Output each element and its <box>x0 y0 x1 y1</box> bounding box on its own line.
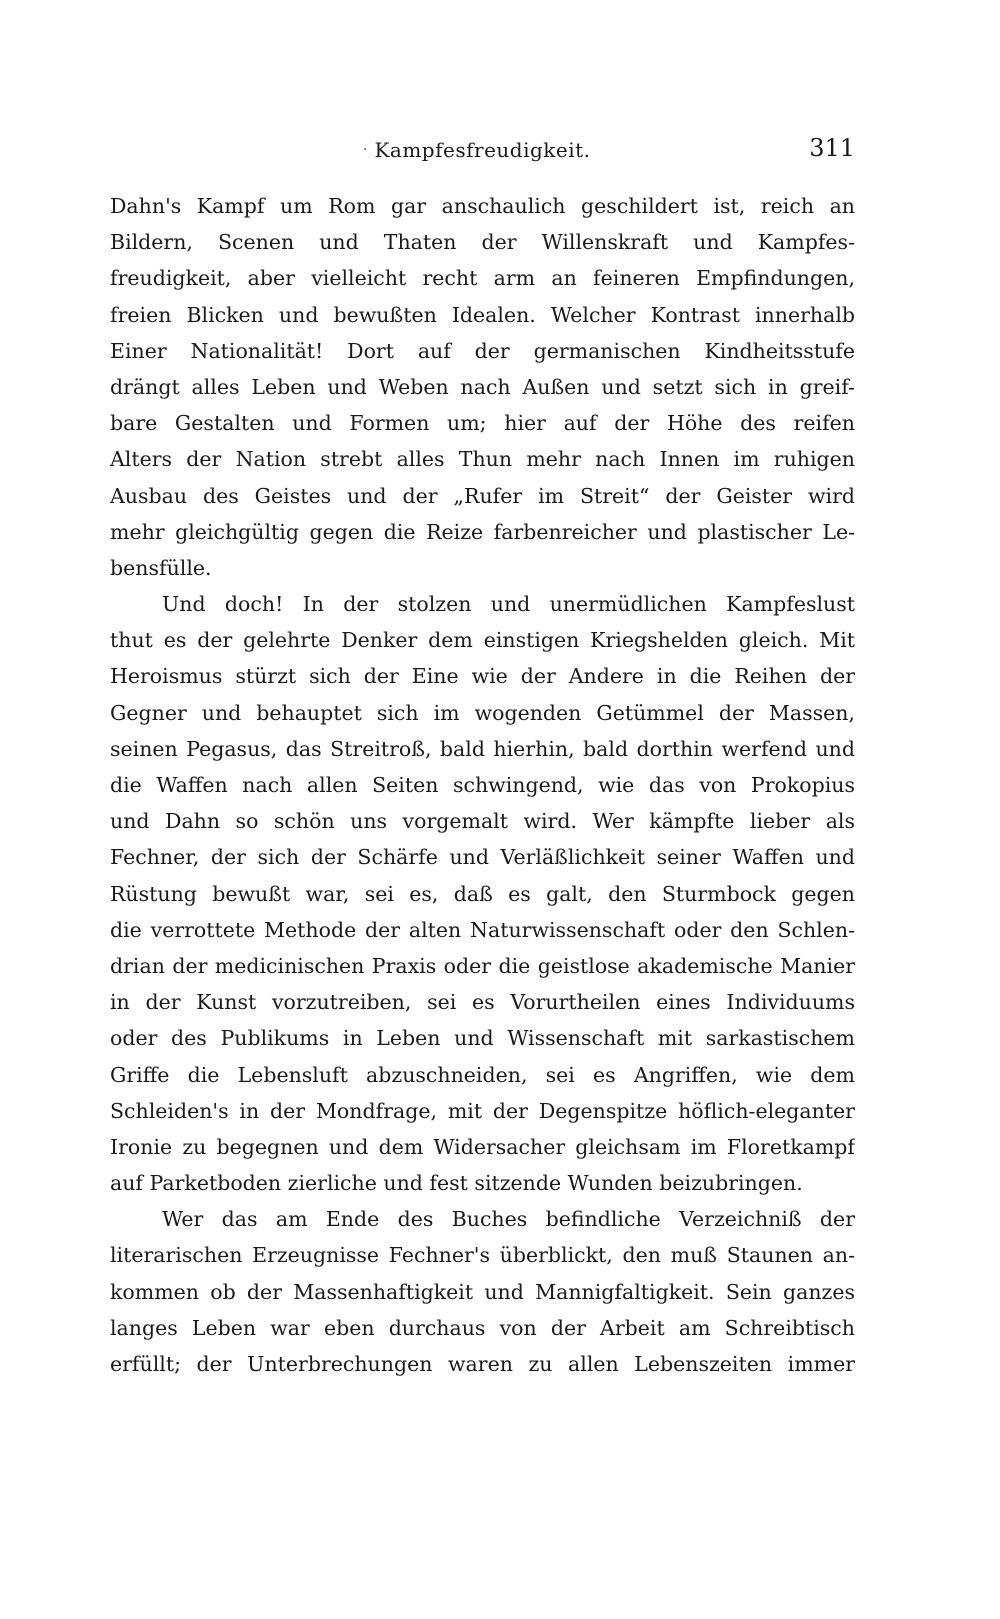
text-line: Ausbau des Geistes und der „Rufer im Streit“ der Geister wird <box>110 483 855 508</box>
text-line: bare Gestalten und Formen um; hier auf der Höhe des reifen <box>110 411 855 436</box>
page-header <box>110 132 855 172</box>
text-line: Alters der Nation strebt alles Thun mehr nach Innen im ruhigen <box>110 447 855 472</box>
paragraph-start-line: Und doch! In der stolzen und unermüdlichen Kampfeslust <box>162 592 855 617</box>
page-number: 311 <box>809 134 855 162</box>
text-line: Einer Nationalität! Dort auf der germanischen Kindheitsstufe <box>110 338 855 363</box>
text-line: Dahn's Kampf um Rom gar anschaulich geschildert ist, reich an <box>110 194 855 218</box>
paragraph-end-line: bensfülle. <box>110 555 212 580</box>
text-line: Rüstung bewußt war, sei es, daß es galt, den Sturmbock gegen <box>110 881 855 906</box>
text-line: Griffe die Lebensluft abzuschneiden, sei es Angriffen, wie dem <box>110 1062 855 1087</box>
paragraph-end-line: auf Parketboden zierliche und fest sitzende Wunden beizubringen. <box>110 1171 803 1196</box>
text-line: freudigkeit, aber vielleicht recht arm an feineren Empfindungen, <box>110 266 855 291</box>
text-line: und Dahn so schön uns vorgemalt wird. Wer kämpfte lieber als <box>110 809 855 834</box>
running-head: Kampfesfreudigkeit. <box>374 138 591 162</box>
paragraph-start-line: Wer das am Ende des Buches befindliche Verzeichniß der <box>162 1207 855 1232</box>
text-line: drian der medicinischen Praxis oder die geistlose akademische Manier <box>110 953 855 978</box>
text-line: freien Blicken und bewußten Idealen. Welcher Kontrast innerhalb <box>110 302 855 327</box>
text-line: drängt alles Leben und Weben nach Außen und setzt sich in greif- <box>110 374 855 399</box>
text-line: Gegner und behauptet sich im wogenden Getümmel der Massen, <box>110 700 855 725</box>
text-line: die verrottete Methode der alten Naturwissenschaft oder den Schlen- <box>110 917 855 942</box>
text-line: kommen ob der Massenhaftigkeit und Mannigfaltigkeit. Sein ganzes <box>110 1279 855 1304</box>
text-line: thut es der gelehrte Denker dem einstigen Kriegshelden gleich. Mit <box>110 628 855 653</box>
text-line: Heroismus stürzt sich der Eine wie der Andere in die Reihen der <box>110 664 855 689</box>
header-mark: · <box>363 142 368 158</box>
text-line: Fechner, der sich der Schärfe und Verläßlichkeit seiner Waffen und <box>110 845 855 870</box>
text-line: oder des Publikums in Leben und Wissenschaft mit sarkastischem <box>110 1026 855 1051</box>
text-line: langes Leben war eben durchaus von der Arbeit am Schreibtisch <box>110 1315 855 1340</box>
text-line: Bildern, Scenen und Thaten der Willenskraft und Kampfes- <box>110 230 855 255</box>
text-line: erfüllt; der Unterbrechungen waren zu allen Lebenszeiten immer <box>110 1352 855 1376</box>
text-line: Schleiden's in der Mondfrage, mit der Degenspitze höflich-eleganter <box>110 1098 855 1123</box>
text-line: literarischen Erzeugnisse Fechner's überblickt, den muß Staunen an- <box>110 1243 855 1268</box>
text-line: die Waffen nach allen Seiten schwingend, wie das von Prokopius <box>110 773 855 797</box>
text-line: mehr gleichgültig gegen die Reize farbenreicher und plastischer Le- <box>110 519 855 544</box>
text-line: Ironie zu begegnen und dem Widersacher gleichsam im Floretkampf <box>110 1134 855 1159</box>
text-line: in der Kunst vorzutreiben, sei es Vorurtheilen eines Individuums <box>110 990 855 1015</box>
body-text <box>110 188 855 1382</box>
text-line: seinen Pegasus, das Streitroß, bald hierhin, bald dorthin werfend und <box>110 736 855 761</box>
